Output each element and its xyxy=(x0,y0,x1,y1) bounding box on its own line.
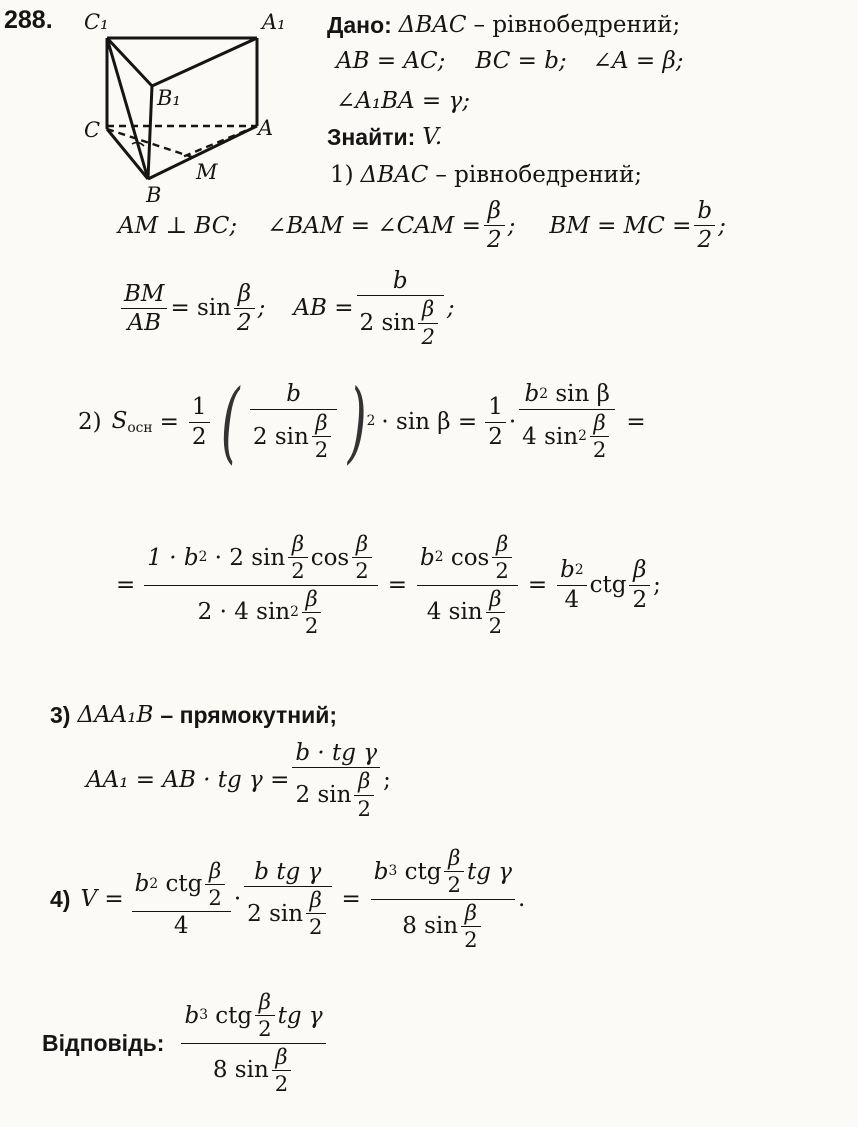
problem-number: 288. xyxy=(4,6,53,34)
right-paren: ) xyxy=(347,370,367,473)
am-bc: AM ⊥ BC; xyxy=(118,212,238,239)
find-value: V. xyxy=(422,124,443,150)
beta-over-2-frac: $\frac{\beta}{2}$ xyxy=(484,198,505,254)
dot: · xyxy=(233,885,242,912)
bm-mc: BM = MC = xyxy=(549,212,692,239)
label-c: C xyxy=(84,118,101,142)
step3-text: – прямокутний; xyxy=(160,702,338,728)
sin-eq: = sin xyxy=(170,295,232,322)
step1-text: – рівнобедрений; xyxy=(435,162,643,188)
semicolon: ; xyxy=(507,212,516,239)
ab-eq: AB = xyxy=(293,295,354,322)
label-a1: A₁ xyxy=(262,10,286,34)
step3-aa1 xyxy=(86,740,391,821)
height-frac: b tg γ 2 sin $\frac{\beta}{2}$ xyxy=(244,859,331,940)
step2-frac-1: b 2 sin β 4 sin 2 $\frac{\beta}{2}$ xyxy=(519,381,615,462)
eq: = xyxy=(387,571,407,598)
given-line xyxy=(327,12,680,38)
answer-label: Відповідь: xyxy=(42,1029,165,1056)
bm-over-ab-frac: $\frac{BM}{AB}$ xyxy=(121,281,167,337)
beta-over-2-frac: $\frac{\beta}{2}$ xyxy=(629,557,650,613)
base-area-frac: b 2 ctg $\frac{\beta}{2}$ 4 xyxy=(132,859,231,940)
cond-a: ∠A = β; xyxy=(592,48,684,74)
eq: = xyxy=(116,571,136,598)
given-conditions xyxy=(336,48,684,74)
ab-frac xyxy=(357,268,444,349)
eq: = xyxy=(159,408,179,435)
exp-2: 2 xyxy=(366,413,376,430)
step3-triangle: ΔAA₁B xyxy=(77,702,154,728)
base-side-frac: b 2 sin $\frac{\beta}{2}$ xyxy=(250,381,337,462)
step4-num: 4) xyxy=(50,885,71,912)
label-m: M xyxy=(196,160,218,184)
ab-frac-den: 2 sin $\frac{\beta}{2}$ xyxy=(357,295,444,349)
semicolon: ; xyxy=(446,295,455,322)
find-label: Знайти: xyxy=(327,124,416,150)
edge-a-m xyxy=(180,126,257,158)
label-a: A xyxy=(258,116,274,140)
given-triangle: ΔBAC xyxy=(398,12,467,38)
answer-line xyxy=(42,990,329,1096)
ab-frac-num: b xyxy=(392,268,408,294)
step2-frac-2: 1 · b 2 · 2 sin $\frac{\beta}{2}$ cos $\frac{\beta}{2}$ 2 · 4 sin 2 $\frac{\beta}{2}$ xyxy=(144,532,377,638)
cond-angle: ∠A₁BA = γ; xyxy=(336,88,471,114)
step2-line1: 2) $S_{осн}$ = $\frac{1}{2}$ ( b 2 sin $\frac{\beta}{2}$ ) 2 · sin β = $\frac{1}{2}$ · b 2 sin β 4 sin 2 $\frac{\beta}{2}$ = xyxy=(78,370,646,473)
semicolon: ; xyxy=(383,767,391,794)
cond-ab-ac: AB = AC; xyxy=(336,48,446,74)
semicolon: ; xyxy=(257,295,266,322)
sin-beta-eq: · sin β = xyxy=(381,408,478,435)
answer-frac: b 3 ctg $\frac{\beta}{2}$ tg γ 8 sin $\frac{\beta}{2}$ xyxy=(181,990,325,1096)
s-base: $S_{осн}$ xyxy=(111,407,153,436)
label-b1: B₁ xyxy=(157,86,181,110)
bam-cam: ∠BAM = ∠CAM = xyxy=(267,212,481,239)
v-eq: V = xyxy=(80,885,124,912)
eq: = xyxy=(527,571,548,598)
given-property: – рівнобедрений; xyxy=(473,12,681,38)
period: . xyxy=(517,885,526,912)
step1-line xyxy=(330,162,642,188)
step1-triangle: ΔBAC xyxy=(360,162,429,188)
semicolon: ; xyxy=(718,212,726,239)
label-b: B xyxy=(146,183,162,207)
step1-num: 1) xyxy=(330,162,354,188)
eq: = xyxy=(341,885,361,912)
edge-b1-b xyxy=(148,86,152,179)
eq: = xyxy=(626,408,646,435)
step3-line xyxy=(50,702,337,728)
find-line xyxy=(327,124,449,150)
prism-figure xyxy=(80,14,280,210)
step1-relations xyxy=(118,198,726,254)
beta-over-2-frac: $\frac{\beta}{2}$ xyxy=(234,281,255,337)
ctg: ctg xyxy=(589,571,627,598)
step1-ab xyxy=(118,268,455,349)
given-label: Дано: xyxy=(327,12,392,38)
step4-line xyxy=(50,846,525,952)
semicolon: ; xyxy=(653,571,661,598)
step3-num: 3) xyxy=(50,702,71,728)
edge-b1-a1 xyxy=(152,38,257,86)
label-c1: C₁ xyxy=(84,10,109,34)
half-frac: $\frac{1}{2}$ xyxy=(189,394,210,450)
aa1-eq: AA₁ = AB · tg γ = xyxy=(86,767,290,794)
aa1-frac: b · tg γ 2 sin $\frac{\beta}{2}$ xyxy=(292,740,380,821)
cond-bc: BC = b; xyxy=(475,48,567,74)
step2-frac-3: b 2 cos $\frac{\beta}{2}$ 4 sin $\frac{\beta}{2}$ xyxy=(417,532,518,638)
half-frac-2: $\frac{1}{2}$ xyxy=(485,394,506,450)
b-over-2-frac: $\frac{b}{2}$ xyxy=(694,198,715,254)
left-paren: ( xyxy=(220,370,240,473)
b2-over-4-frac: b 2 4 xyxy=(557,557,587,613)
step2-line2 xyxy=(116,532,661,638)
step2-num: 2) xyxy=(78,408,102,435)
volume-frac: b 3 ctg $\frac{\beta}{2}$ tg γ 8 sin $\frac{\beta}{2}$ xyxy=(371,846,515,952)
